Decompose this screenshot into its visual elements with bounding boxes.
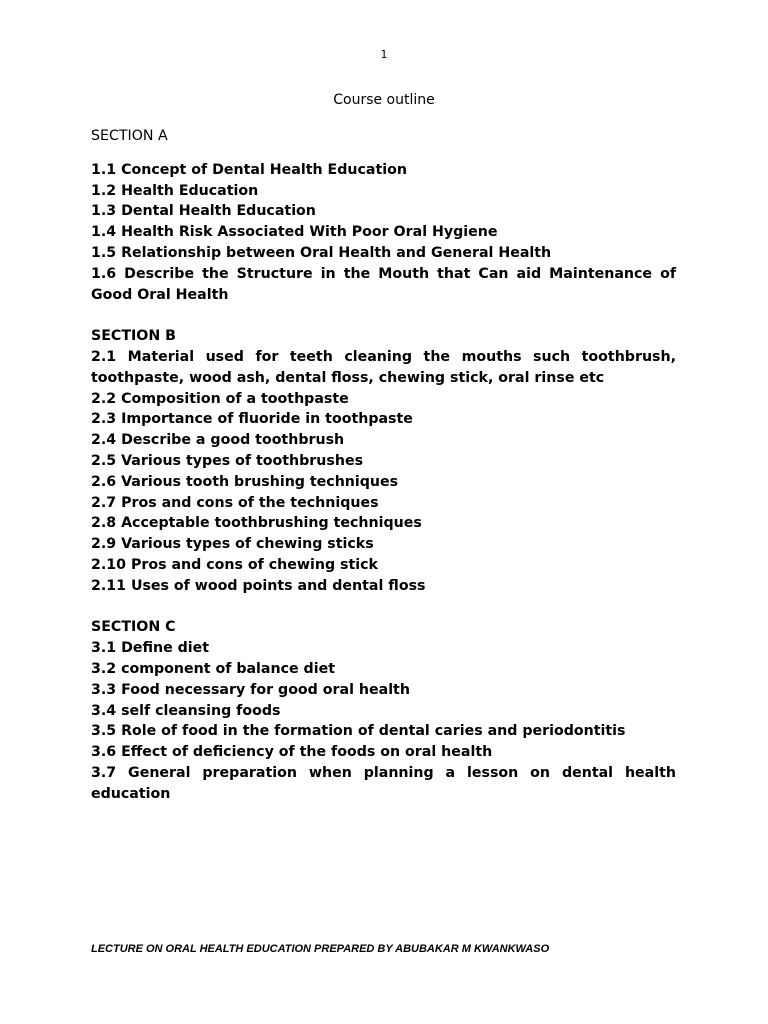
section-spacer xyxy=(91,597,676,618)
outline-item: 3.3 Food necessary for good oral health xyxy=(91,681,410,698)
outline-item: 2.9 Various types of chewing sticks xyxy=(91,536,374,553)
outline-item: 3.1 Define diet xyxy=(91,640,210,657)
page-footer: LECTURE ON ORAL HEALTH EDUCATION PREPARED BY ABUBAKAR M KWANKWASO xyxy=(91,943,550,955)
section-a xyxy=(91,126,676,305)
outline-item: 3.2 component of balance diet xyxy=(91,660,335,677)
outline-item: 1.4 Health Risk Associated With Poor Oral Hygiene xyxy=(91,224,498,241)
section-c-heading: SECTION C xyxy=(91,619,176,636)
outline-item: 3.6 Effect of deficiency of the foods on oral health xyxy=(91,744,493,761)
outline-item: 1.3 Dental Health Education xyxy=(91,203,316,220)
page-number: 1 xyxy=(380,48,388,61)
outline-item: 2.8 Acceptable toothbrushing techniques xyxy=(91,515,422,532)
outline-item: 2.3 Importance of fluoride in toothpaste xyxy=(91,411,413,428)
section-spacer xyxy=(91,305,676,326)
outline-item: 2.6 Various tooth brushing techniques xyxy=(91,473,399,490)
section-a-heading: SECTION A xyxy=(91,128,168,144)
outline-item: 2.4 Describe a good toothbrush xyxy=(91,432,345,449)
section-c xyxy=(91,617,676,804)
outline-item: 2.1 Material used for teeth cleaning the mouths such toothbrush, toothpaste, wood ash, dental floss, chewing stick, oral rinse etc xyxy=(91,348,676,386)
outline-item: 2.7 Pros and cons of the techniques xyxy=(91,494,379,511)
outline-item: 2.5 Various types of toothbrushes xyxy=(91,452,364,469)
outline-item: 2.10 Pros and cons of chewing stick xyxy=(91,556,378,573)
outline-item: 1.5 Relationship between Oral Health and General Health xyxy=(91,244,552,261)
outline-item: 2.2 Composition of a toothpaste xyxy=(91,390,349,407)
outline-item: 1.1 Concept of Dental Health Education xyxy=(91,161,407,178)
outline-item: 2.11 Uses of wood points and dental floss xyxy=(91,577,426,594)
section-b-heading: SECTION B xyxy=(91,328,176,345)
section-b xyxy=(91,326,676,596)
outline-item: 3.4 self cleansing foods xyxy=(91,702,281,719)
course-outline xyxy=(91,126,676,805)
page-title: Course outline xyxy=(333,92,435,108)
outline-item: 1.6 Describe the Structure in the Mouth that Can aid Maintenance of Good Oral Health xyxy=(91,265,676,303)
outline-item: 3.5 Role of food in the formation of dental caries and periodontitis xyxy=(91,723,626,740)
outline-item: 3.7 General preparation when planning a lesson on dental health education xyxy=(91,764,676,802)
outline-item: 1.2 Health Education xyxy=(91,182,259,199)
